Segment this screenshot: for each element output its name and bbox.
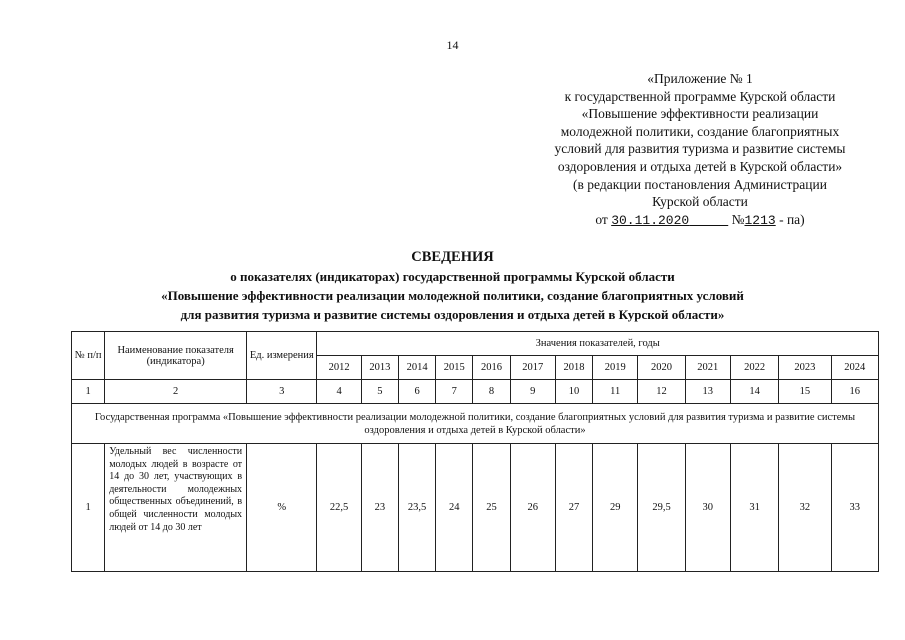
appendix-block	[500, 70, 900, 229]
indicator-value: 23	[361, 444, 398, 572]
indicator-name: Удельный вес численности молодых людей в возрасте от 14 до 30 лет, участвующих в деятельности молодежных общественных объединений, в общей численности молодых людей от 14 до 30 лет	[109, 446, 243, 533]
col-number: 9	[510, 380, 555, 404]
appendix-line: Курской области	[652, 194, 748, 210]
appendix-date-line	[500, 211, 900, 230]
indicator-value: 32	[779, 444, 831, 572]
heading-line: о показателях (индикаторах) государственной программы Курской области	[230, 269, 675, 284]
appendix-line: оздоровления и отдыха детей в Курской области»	[557, 158, 843, 174]
col-number: 14	[730, 380, 778, 404]
header-year: 2022	[730, 356, 778, 380]
col-number: 13	[685, 380, 730, 404]
header-name: Наименование показателя (индикатора)	[105, 332, 247, 380]
col-number: 16	[831, 380, 878, 404]
header-year: 2012	[317, 356, 361, 380]
col-number: 2	[105, 380, 247, 404]
appendix-line: (в редакции постановления Администрации	[573, 176, 827, 192]
header-year: 2019	[593, 356, 638, 380]
heading-line: для развития туризма и развитие системы оздоровления и отдыха детей в Курской области»	[180, 307, 725, 322]
indicators-table	[71, 331, 879, 572]
indicator-value: 29,5	[638, 444, 685, 572]
appendix-line: условий для развития туризма и развитие системы	[554, 141, 846, 157]
col-number: 4	[317, 380, 361, 404]
indicator-value: 23,5	[398, 444, 435, 572]
header-year: 2020	[638, 356, 685, 380]
date-underline-gap	[689, 213, 728, 228]
col-number: 15	[779, 380, 831, 404]
appendix-suffix: - па)	[779, 211, 805, 227]
heading-line: «Повышение эффективности реализации молодежной политики, создание благоприятных условий	[161, 288, 744, 303]
appendix-line: молодежной политики, создание благоприятных	[560, 123, 840, 139]
appendix-line: «Повышение эффективности реализации	[581, 106, 819, 122]
col-number: 5	[361, 380, 398, 404]
col-number: 11	[593, 380, 638, 404]
indicator-value: 31	[730, 444, 778, 572]
col-number: 10	[555, 380, 592, 404]
header-year: 2013	[361, 356, 398, 380]
number-prefix: №	[731, 211, 745, 227]
col-number: 6	[398, 380, 435, 404]
program-row: Государственная программа «Повышение эффективности реализации молодежной политики, создание благоприятных условий для развития туризма и развитие системы оздоровления и отдыха детей в Курской области»	[72, 404, 879, 444]
col-number: 1	[72, 380, 105, 404]
col-number: 3	[247, 380, 317, 404]
header-year: 2023	[779, 356, 831, 380]
header-unit: Ед. измерения	[247, 332, 317, 380]
row-num: 1	[72, 444, 105, 572]
header-values-title: Значения показателей, годы	[317, 332, 879, 356]
resolution-number: 1213	[744, 212, 776, 228]
resolution-date: 30.11.2020	[611, 212, 690, 228]
appendix-line: «Приложение № 1	[647, 71, 753, 86]
header-year: 2024	[831, 356, 878, 380]
indicator-value: 22,5	[317, 444, 361, 572]
indicator-name-cell	[105, 444, 247, 572]
header-year: 2015	[436, 356, 473, 380]
indicator-value: 27	[555, 444, 592, 572]
appendix-line: к государственной программе Курской области	[564, 88, 836, 104]
indicator-value: 25	[473, 444, 510, 572]
indicator-unit: %	[247, 444, 317, 572]
indicator-value: 33	[831, 444, 878, 572]
indicator-value: 30	[685, 444, 730, 572]
indicator-value: 24	[436, 444, 473, 572]
document-heading	[0, 248, 905, 324]
page-number: 14	[446, 38, 459, 52]
col-number: 8	[473, 380, 510, 404]
header-num: № п/п	[72, 332, 105, 380]
header-year: 2021	[685, 356, 730, 380]
date-prefix: от	[595, 211, 608, 227]
header-year: 2016	[473, 356, 510, 380]
header-year: 2018	[555, 356, 592, 380]
heading-title: СВЕДЕНИЯ	[411, 249, 494, 265]
header-year: 2017	[510, 356, 555, 380]
col-number: 12	[638, 380, 685, 404]
indicator-value: 29	[593, 444, 638, 572]
indicator-value: 26	[510, 444, 555, 572]
header-year: 2014	[398, 356, 435, 380]
col-number: 7	[436, 380, 473, 404]
